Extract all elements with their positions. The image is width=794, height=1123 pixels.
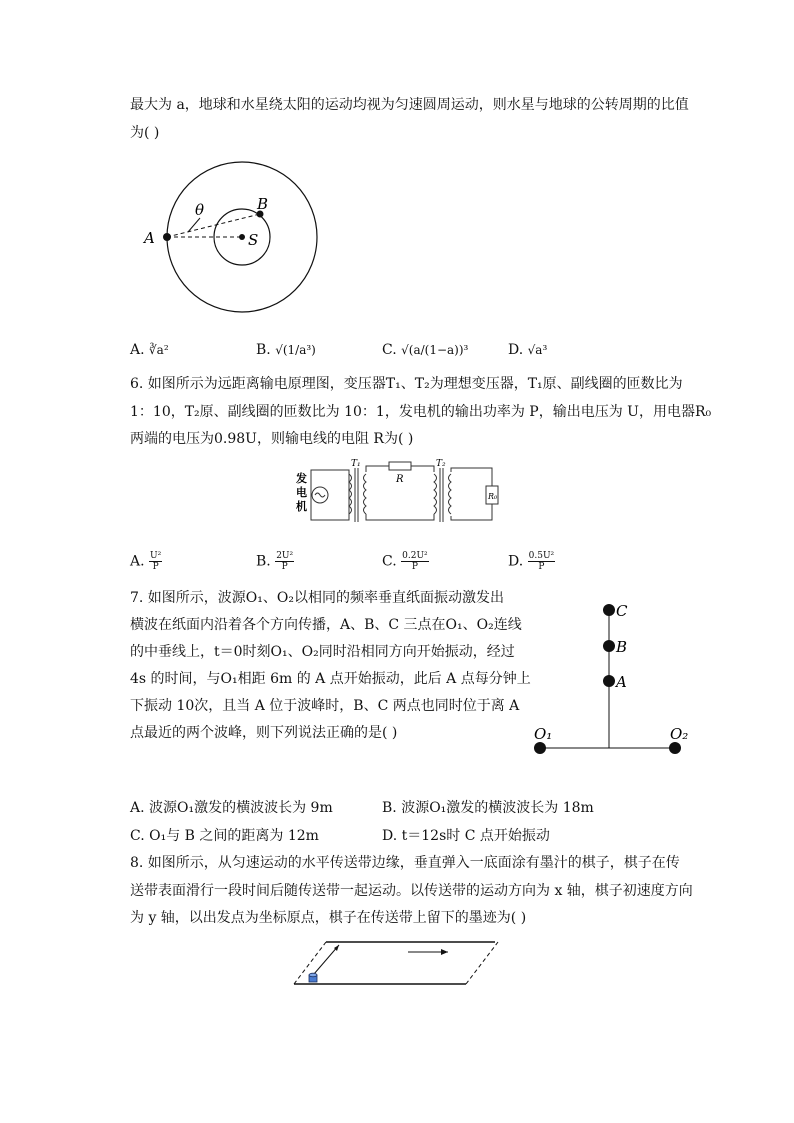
option-letter: C.: [382, 553, 397, 570]
q7-option-c: C. O₁与 B 之间的距离为 12m: [130, 828, 319, 844]
label-generator-1: 发: [296, 472, 307, 485]
label-a: A: [616, 673, 627, 691]
theta-pointer: [188, 218, 200, 232]
point-a: [163, 233, 171, 241]
point-a: [603, 675, 615, 687]
q8-line-3: 为 y 轴，以出发点为坐标原点，棋子在传送带上留下的墨迹为( ): [130, 910, 527, 926]
q7-line-2: 横波在纸面内沿着各个方向传播，A、B、C 三点在O₁、O₂连线: [130, 617, 522, 633]
q5-option-c: [382, 340, 468, 360]
label-s: S: [248, 231, 259, 249]
option-expr: √(1/a³): [275, 343, 316, 357]
label-o1: O₁: [534, 725, 553, 743]
option-letter: B.: [256, 342, 271, 358]
q7-option-d: D. t＝12s时 C 点开始振动: [382, 828, 550, 844]
option-expr: √(a/(1−a))³: [401, 343, 469, 357]
label-generator-3: 机: [296, 500, 307, 513]
option-fraction: $\frac{\text{0.5U²}}{P}$: [528, 551, 555, 572]
q7-wave-figure: [528, 598, 698, 758]
q7-line-5: 下振动 10次，且当 A 位于波峰时，B、C 两点也同时位于离 A: [130, 698, 520, 714]
label-r: R: [396, 474, 404, 485]
q6-line-3: 两端的电压为0.98U，则输电线的电阻 R为( ): [130, 431, 414, 447]
option-letter: B.: [256, 553, 271, 570]
chess-piece-icon: [309, 973, 317, 982]
t2-secondary-coil: [449, 474, 452, 514]
q6-option-a: [130, 551, 162, 572]
label-generator-2: 电: [296, 486, 307, 499]
q7-line-3: 的中垂线上，t＝0时刻O₁、O₂同时沿相同方向开始振动，经过: [130, 644, 515, 660]
label-t2: T₂: [436, 459, 446, 469]
point-b: [603, 640, 615, 652]
q8-conveyor-figure: [290, 938, 505, 988]
label-c: C: [616, 602, 628, 620]
q7-line-4: 4s 的时间，与O₁相距 6m 的 A 点开始振动，此后 A 点每分钟上: [130, 671, 531, 687]
t2-primary-coil: [434, 474, 437, 514]
q6-circuit-figure: [294, 458, 504, 526]
dashed-line-a-b: [167, 214, 260, 237]
belt-right-side: [466, 942, 498, 984]
q6-option-c: [382, 551, 429, 572]
q5-option-b: [256, 340, 316, 360]
q5-line-2: 为( ): [130, 125, 160, 141]
q5-option-d: [508, 340, 547, 360]
q6-option-b: [256, 551, 294, 572]
label-b: B: [257, 195, 269, 213]
q7-option-a: A. 波源O₁激发的横波波长为 9m: [130, 800, 333, 816]
option-letter: A.: [130, 342, 145, 358]
option-fraction: $\frac{\text{0.2U²}}{P}$: [402, 551, 428, 572]
label-r0: R₀: [488, 492, 498, 501]
option-letter: D.: [508, 342, 524, 358]
resistor-r: [389, 462, 411, 470]
q5-option-a: [130, 340, 169, 360]
label-o2: O₂: [670, 725, 689, 743]
q8-line-2: 送带表面滑行一段时间后随传送带一起运动。以传送带的运动方向为 x 轴，棋子初速度方向: [130, 883, 693, 899]
option-fraction: $\frac{\text{2U²}}{P}$: [276, 551, 294, 572]
label-a: A: [144, 229, 155, 247]
point-c: [603, 604, 615, 616]
t1-secondary-coil: [364, 474, 367, 514]
option-expr: ∛a²: [149, 343, 169, 357]
q8-line-1: 8. 如图所示，从匀速运动的水平传送带边缘，垂直弹入一底面涂有墨汁的棋子，棋子在传: [130, 855, 680, 871]
option-letter: C.: [382, 342, 397, 358]
q6-line-1: 6. 如图所示为远距离输电原理图，变压器T₁、T₂为理想变压器，T₁原、副线圈的匝数比为: [130, 376, 683, 392]
point-s: [239, 234, 245, 240]
q7-line-1: 7. 如图所示，波源O₁、O₂以相同的频率垂直纸面振动激发出: [130, 590, 504, 606]
q7-option-b: B. 波源O₁激发的横波波长为 18m: [382, 800, 594, 816]
source-o2: [669, 742, 681, 754]
label-theta: θ: [195, 201, 205, 219]
option-letter: D.: [508, 553, 524, 570]
q6-line-2: 1：10，T₂原、副线圈的匝数比为 10：1，发电机的输出功率为 P，输出电压为 U，用电器R₀: [130, 404, 712, 420]
option-expr: √a³: [527, 343, 548, 357]
source-o1: [534, 742, 546, 754]
option-fraction: $\frac{\text{U²}}{P}$: [150, 551, 162, 572]
option-letter: A.: [130, 553, 145, 570]
q7-line-6: 点最近的两个波峰，则下列说法正确的是( ): [130, 725, 398, 741]
q5-orbit-figure: [144, 160, 330, 320]
chess-velocity-arrow: [314, 945, 339, 974]
label-b: B: [616, 638, 628, 656]
q5-line-1: 最大为 a，地球和水星绕太阳的运动均视为匀速圆周运动，则水星与地球的公转周期的比值: [130, 97, 689, 113]
q6-option-d: [508, 551, 555, 572]
label-t1: T₁: [351, 459, 361, 469]
